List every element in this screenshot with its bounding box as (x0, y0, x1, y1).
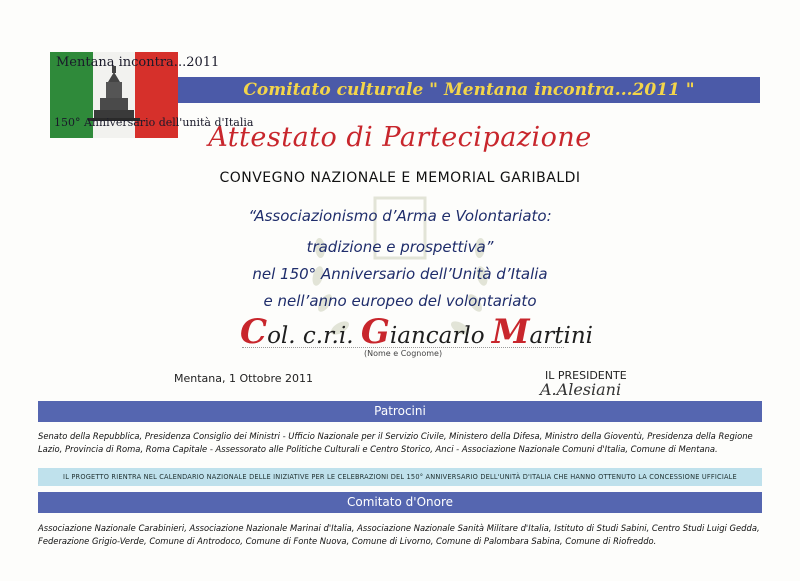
name-initial-1: C (240, 312, 268, 352)
theme-line-1: “Associazionismo d’Arma e Volontariato: (248, 207, 552, 225)
official-note: IL PROGETTO RIENTRA NEL CALENDARIO NAZIONALE DELLE INIZIATIVE PER LE CELEBRAZIONI DEL 150° ANNIVERSARIO DELL'UNITÀ D'ITALIA CHE HANNO OTTENUTO LA CONCESSIONE UFFICIALE (38, 468, 762, 486)
patrocini-text: Senato della Repubblica, Presidenza Consiglio dei Ministri - Ufficio Nazionale per il Servizio Civile, Ministero della Difesa, Ministro della Gioventù, Presidenza della Regione Lazio, Provincia di Roma, Roma Capitale - Assessorato alle Politiche Culturali e Centro Storico, Anci - Associazione Nazionale Comuni d'Italia, Comune di Mentana. (38, 431, 753, 454)
theme-line-2: tradizione e prospettiva” (306, 238, 494, 256)
name-caption: (Nome e Cognome) (364, 349, 443, 358)
name-rest-2: iancarlo (389, 323, 492, 349)
president-signature: A.Alesiani (540, 380, 622, 399)
theme-line-4: e nell’anno europeo del volontariato (263, 292, 537, 310)
logo-bottom-text: 150° Anniversario dell'unità d'Italia (54, 116, 254, 129)
name-initial-2: G (360, 312, 390, 352)
patrocini-heading: Patrocini (38, 401, 762, 422)
place-date: Mentana, 1 Ottobre 2011 (174, 372, 314, 385)
header-title: Comitato culturale " Mentana incontra...2011 " (243, 80, 695, 100)
president-label: IL PRESIDENTE (545, 369, 627, 382)
name-rest-3: artini (529, 323, 593, 349)
comitato-heading: Comitato d'Onore (38, 492, 762, 513)
name-rest-1: ol. c.r.i. (267, 323, 361, 349)
name-initial-3: M (491, 312, 530, 352)
certificate-title: Attestato di Partecipazione (208, 122, 592, 153)
event-title: CONVEGNO NAZIONALE E MEMORIAL GARIBALDI (219, 170, 581, 186)
comitato-text: Associazione Nazionale Carabinieri, Associazione Nazionale Marinai d'Italia, Associazione Nazionale Sanità Militare d'Italia, Istituto di Studi Sabini, Centro Studi Luigi Gedda, Federazione Grigio-Verde, Comune di Antrodoco, Comune di Fonte Nuova, Comune di Livorno, Comune di Palombara Sabina, Comune di Riofreddo. (38, 523, 760, 546)
theme-line-3: nel 150° Anniversario dell’Unità d’Italia (252, 265, 548, 283)
logo-top-text: Mentana incontra...2011 (56, 55, 220, 70)
recipient-name (240, 312, 593, 352)
